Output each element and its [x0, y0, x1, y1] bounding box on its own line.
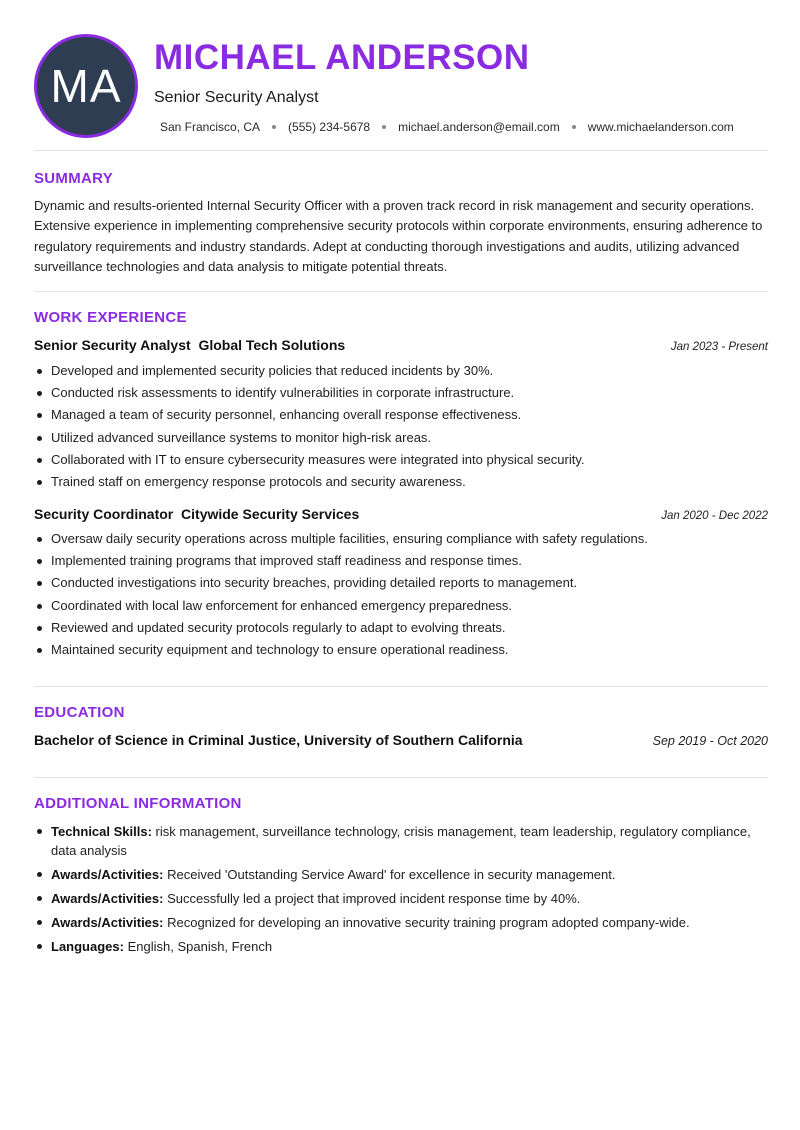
job-header: [34, 506, 768, 522]
item-text: Recognized for developing an innovative security training program adopted company-wide.: [167, 915, 690, 930]
contact-separator: [272, 125, 276, 129]
list-item: Oversaw daily security operations across multiple facilities, ensuring compliance with safety regulations.: [34, 530, 768, 552]
contact-line: [160, 120, 734, 134]
list-item: Maintained security equipment and technology to ensure operational readiness.: [34, 641, 768, 663]
contact-separator: [382, 125, 386, 129]
list-item: Developed and implemented security policies that reduced incidents by 30%.: [34, 362, 768, 384]
item-label: Technical Skills:: [51, 824, 152, 839]
item-text: English, Spanish, French: [127, 939, 273, 954]
list-item: Utilized advanced surveillance systems to monitor high-risk areas.: [34, 429, 768, 451]
education-entry: [34, 732, 768, 748]
job-dates: Jan 2020 - Dec 2022: [661, 510, 768, 522]
job-role-company: [34, 337, 345, 353]
education-dates: Sep 2019 - Oct 2020: [652, 734, 768, 748]
item-label: Languages:: [51, 939, 124, 954]
item-text: risk management, surveillance technology, crisis management, team leadership, regulatory compliance, data analysis: [51, 824, 751, 858]
section-divider: [34, 777, 768, 778]
list-item: Trained staff on emergency response protocols and security awareness.: [34, 473, 768, 495]
candidate-title: Senior Security Analyst: [154, 89, 319, 106]
contact-email[interactable]: michael.anderson@email.com: [398, 120, 560, 134]
job-role-company: [34, 506, 359, 522]
list-item: Managed a team of security personnel, enhancing overall response effectiveness.: [34, 406, 768, 428]
item-label: Awards/Activities:: [51, 867, 164, 882]
job-company: Citywide Security Services: [181, 506, 360, 522]
avatar-initials: MA: [50, 60, 122, 112]
list-item: [34, 889, 768, 908]
job-bullets: [34, 530, 768, 663]
list-item: [34, 822, 768, 860]
additional-heading: ADDITIONAL INFORMATION: [34, 795, 242, 812]
contact-separator: [572, 125, 576, 129]
avatar: [34, 34, 138, 138]
section-divider: [34, 291, 768, 292]
list-item: [34, 913, 768, 932]
summary-text: Dynamic and results-oriented Internal Security Officer with a proven track record in risk management and security operations. Extensive experience in implementing comprehensive security protocols within corporate environments, ensuring adherence to regulatory requirements and industry standards. Adept at conducting thorough investigations and audits, utilizing advanced surveillance technologies and data analysis to mitigate potential threats.: [34, 198, 763, 274]
job-header: [34, 337, 768, 353]
resume-header: [0, 0, 800, 150]
experience-heading: WORK EXPERIENCE: [34, 309, 187, 326]
item-label: Awards/Activities:: [51, 915, 164, 930]
job-bullets: [34, 362, 768, 495]
list-item: Conducted investigations into security breaches, providing detailed reports to management.: [34, 574, 768, 596]
section-divider: [34, 686, 768, 687]
education-heading: EDUCATION: [34, 704, 125, 721]
list-item: Coordinated with local law enforcement for enhanced emergency preparedness.: [34, 597, 768, 619]
section-divider: [34, 150, 768, 151]
item-label: Awards/Activities:: [51, 891, 164, 906]
list-item: [34, 865, 768, 884]
list-item: Implemented training programs that improved staff readiness and response times.: [34, 552, 768, 574]
job-company: Global Tech Solutions: [198, 337, 346, 353]
summary-heading: SUMMARY: [34, 170, 114, 187]
job-dates: Jan 2023 - Present: [670, 341, 768, 353]
job-role: Senior Security Analyst: [34, 337, 191, 353]
job-role: Security Coordinator: [34, 506, 174, 522]
list-item: [34, 937, 768, 956]
candidate-name: MICHAEL ANDERSON: [154, 38, 530, 77]
additional-list: [34, 822, 768, 961]
item-text: Successfully led a project that improved incident response time by 40%.: [167, 891, 581, 906]
education-degree: Bachelor of Science in Criminal Justice, University of Southern California: [34, 732, 523, 748]
contact-location: San Francisco, CA: [160, 120, 261, 134]
item-text: Received 'Outstanding Service Award' for excellence in security management.: [167, 867, 616, 882]
contact-website[interactable]: www.michaelanderson.com: [587, 120, 734, 134]
list-item: Reviewed and updated security protocols regularly to adapt to evolving threats.: [34, 619, 768, 641]
contact-phone: (555) 234-5678: [288, 120, 371, 134]
list-item: Collaborated with IT to ensure cybersecurity measures were integrated into physical security.: [34, 451, 768, 473]
list-item: Conducted risk assessments to identify vulnerabilities in corporate infrastructure.: [34, 384, 768, 406]
